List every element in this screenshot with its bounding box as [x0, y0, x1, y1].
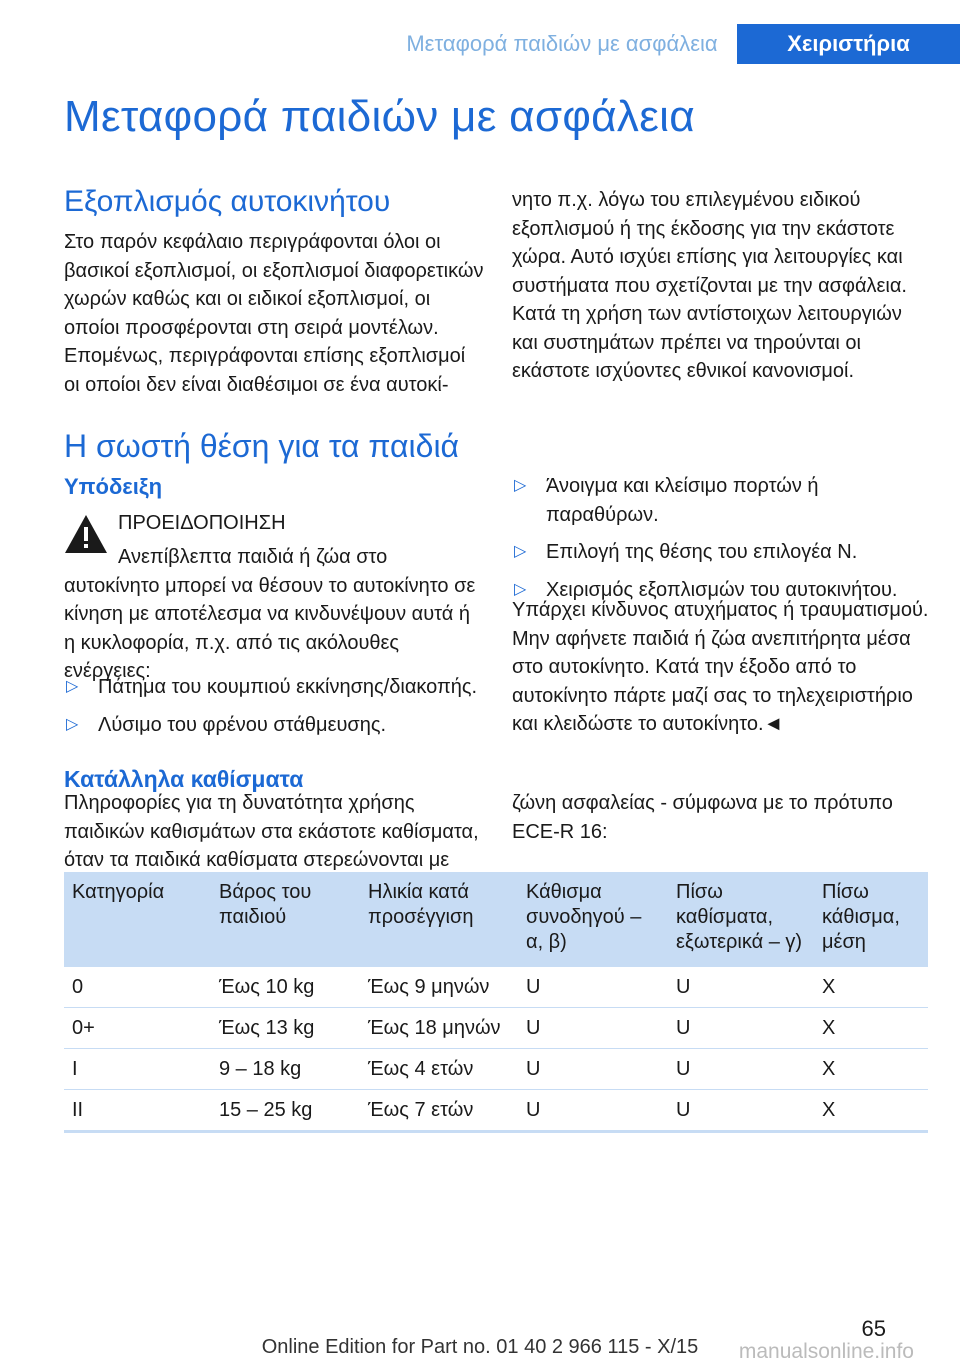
table-cell: Έως 13 kg	[211, 1008, 360, 1049]
table-header-cell: Κατηγορία	[64, 872, 211, 967]
table-cell: U	[518, 967, 668, 1008]
warning-text-right: Υπάρχει κίνδυνος ατυχήματος ή τραυματισμού. Μην αφήνετε παιδιά ή ζώα ανεπιτήρητα μέσα στο αυτοκίνητο. Κατά την έξοδο από το αυτοκίνητο πάρτε μαζί σας το τηλεχειριστήριο και κλειδώστε το αυτοκίνητο.◄	[512, 599, 929, 735]
table-row	[64, 1008, 928, 1049]
table-cell: U	[668, 1090, 814, 1132]
equipment-text-left: Στο παρόν κεφάλαιο περιγράφονται όλοι οι βασικοί εξοπλισμοί, οι εξοπλισμοί διαφορετικών χωρών καθώς και οι ειδικοί εξοπλισμοί, οι οποίοι προσφέρονται στη σειρά μοντέλων. Επομένως, περιγράφονται επίσης εξοπλισμοί οι οποίοι δεν είναι διαθέσιμοι σε ένα αυτοκί-	[64, 231, 484, 396]
table-header-row	[64, 872, 928, 967]
table-header-cell: Πίσω κάθισμα, μέση	[814, 872, 928, 967]
table-cell: X	[814, 967, 928, 1008]
list-item: ▷ Επιλογή της θέσης του επιλογέα N.	[512, 538, 932, 567]
list-item: ▷ Πάτημα του κουμπιού εκκίνησης/διακοπής.	[64, 673, 494, 702]
position-heading: Η σωστή θέση για τα παιδιά	[64, 428, 460, 464]
triangle-bullet-icon: ▷	[66, 678, 79, 695]
page-header	[0, 0, 960, 64]
table-cell: X	[814, 1090, 928, 1132]
page-title: Μεταφορά παιδιών με ασφάλεια	[64, 92, 695, 141]
table-cell: 0	[64, 967, 211, 1008]
table-cell: Έως 10 kg	[211, 967, 360, 1008]
table-cell: II	[64, 1090, 211, 1132]
table-cell: Έως 9 μηνών	[360, 967, 518, 1008]
list-item: ▷ Λύσιμο του φρένου στάθμευσης.	[64, 711, 494, 740]
triangle-bullet-icon: ▷	[514, 580, 527, 598]
warning-title: ΠΡΟΕΙΔΟΠΟΙΗΣΗ	[118, 512, 286, 534]
triangle-bullet-icon: ▷	[514, 543, 527, 560]
table-header-cell: Κάθισμα συνοδηγού – α, β)	[518, 872, 668, 967]
table-cell: X	[814, 1008, 928, 1049]
table-cell: U	[668, 967, 814, 1008]
watermark: manualsonline.info	[738, 1340, 914, 1363]
warning-bullets-left	[64, 673, 494, 748]
table-cell: Έως 18 μηνών	[360, 1008, 518, 1049]
table-cell: 0+	[64, 1008, 211, 1049]
equipment-heading: Εξοπλισμός αυτοκινήτου	[64, 185, 391, 218]
table-cell: U	[668, 1049, 814, 1090]
table-header-cell: Ηλικία κατά προσέγγιση	[360, 872, 518, 967]
table-row	[64, 967, 928, 1008]
table-cell: U	[518, 1008, 668, 1049]
table-header-cell: Πίσω καθίσματα, εξωτερικά – γ)	[668, 872, 814, 967]
note-heading: Υπόδειξη	[64, 474, 163, 499]
triangle-bullet-icon: ▷	[66, 715, 79, 733]
table-header-cell: Βάρος του παιδιού	[211, 872, 360, 967]
warning-bullets-right	[512, 472, 932, 613]
list-item: ▷ Χειρισμός εξοπλισμών του αυτοκινήτου.	[512, 576, 932, 605]
triangle-bullet-icon: ▷	[514, 477, 527, 494]
chapter-tab: Χειριστήρια	[737, 24, 960, 64]
section-tab: Μεταφορά παιδιών με ασφάλεια	[406, 31, 718, 56]
table-row	[64, 1049, 928, 1090]
table-cell: U	[518, 1049, 668, 1090]
table-cell: 15 – 25 kg	[211, 1090, 360, 1132]
warning-text: Ανεπίβλεπτα παιδιά ή ζώα στο αυτοκίνητο μπορεί να θέσουν το αυτοκίνητο σε κίνηση με αποτέλεσμα να κινδυνέψουν αυτά ή η κυκλοφορία, π.χ. από τις ακόλουθες ενέργειες:	[64, 546, 476, 682]
table-cell: I	[64, 1049, 211, 1090]
table-cell: 9 – 18 kg	[211, 1049, 360, 1090]
table-cell: U	[518, 1090, 668, 1132]
seats-heading: Κατάλληλα καθίσματα	[64, 766, 304, 792]
edition-footer: Online Edition for Part no. 01 40 2 966 115 - X/15	[261, 1336, 699, 1358]
equipment-text-right: νητο π.χ. λόγω του επιλεγμένου ειδικού εξοπλισμού ή της έκδοσης για την εκάστοτε χώρα. Αυτό ισχύει επίσης για λειτουργίες και συστήματα που σχετίζονται με την ασφάλεια. Κατά τη χρήση των αντίστοιχων λειτουργιών και συστημάτων πρέπει να τηρούνται οι εκάστοτε ισχύοντες εθνικοί κανονισμοί.	[512, 189, 907, 382]
table-cell: U	[668, 1008, 814, 1049]
child-seat-table	[64, 872, 928, 1133]
table-cell: X	[814, 1049, 928, 1090]
table-row	[64, 1090, 928, 1132]
page-number: 65	[861, 1316, 886, 1341]
table-cell: Έως 7 ετών	[360, 1090, 518, 1132]
seats-text-right: ζώνη ασφαλείας - σύμφωνα με το πρότυπο ECE-R 16:	[512, 792, 893, 843]
table-cell: Έως 4 ετών	[360, 1049, 518, 1090]
list-item: ▷ Άνοιγμα και κλείσιμο πορτών ή παραθύρων.	[512, 472, 932, 529]
seats-text-left: Πληροφορίες για τη δυνατότητα χρήσης παιδικών καθισμάτων στα εκάστοτε καθίσματα, όταν τα παιδικά καθίσματα στερεώνονται με	[64, 792, 479, 871]
